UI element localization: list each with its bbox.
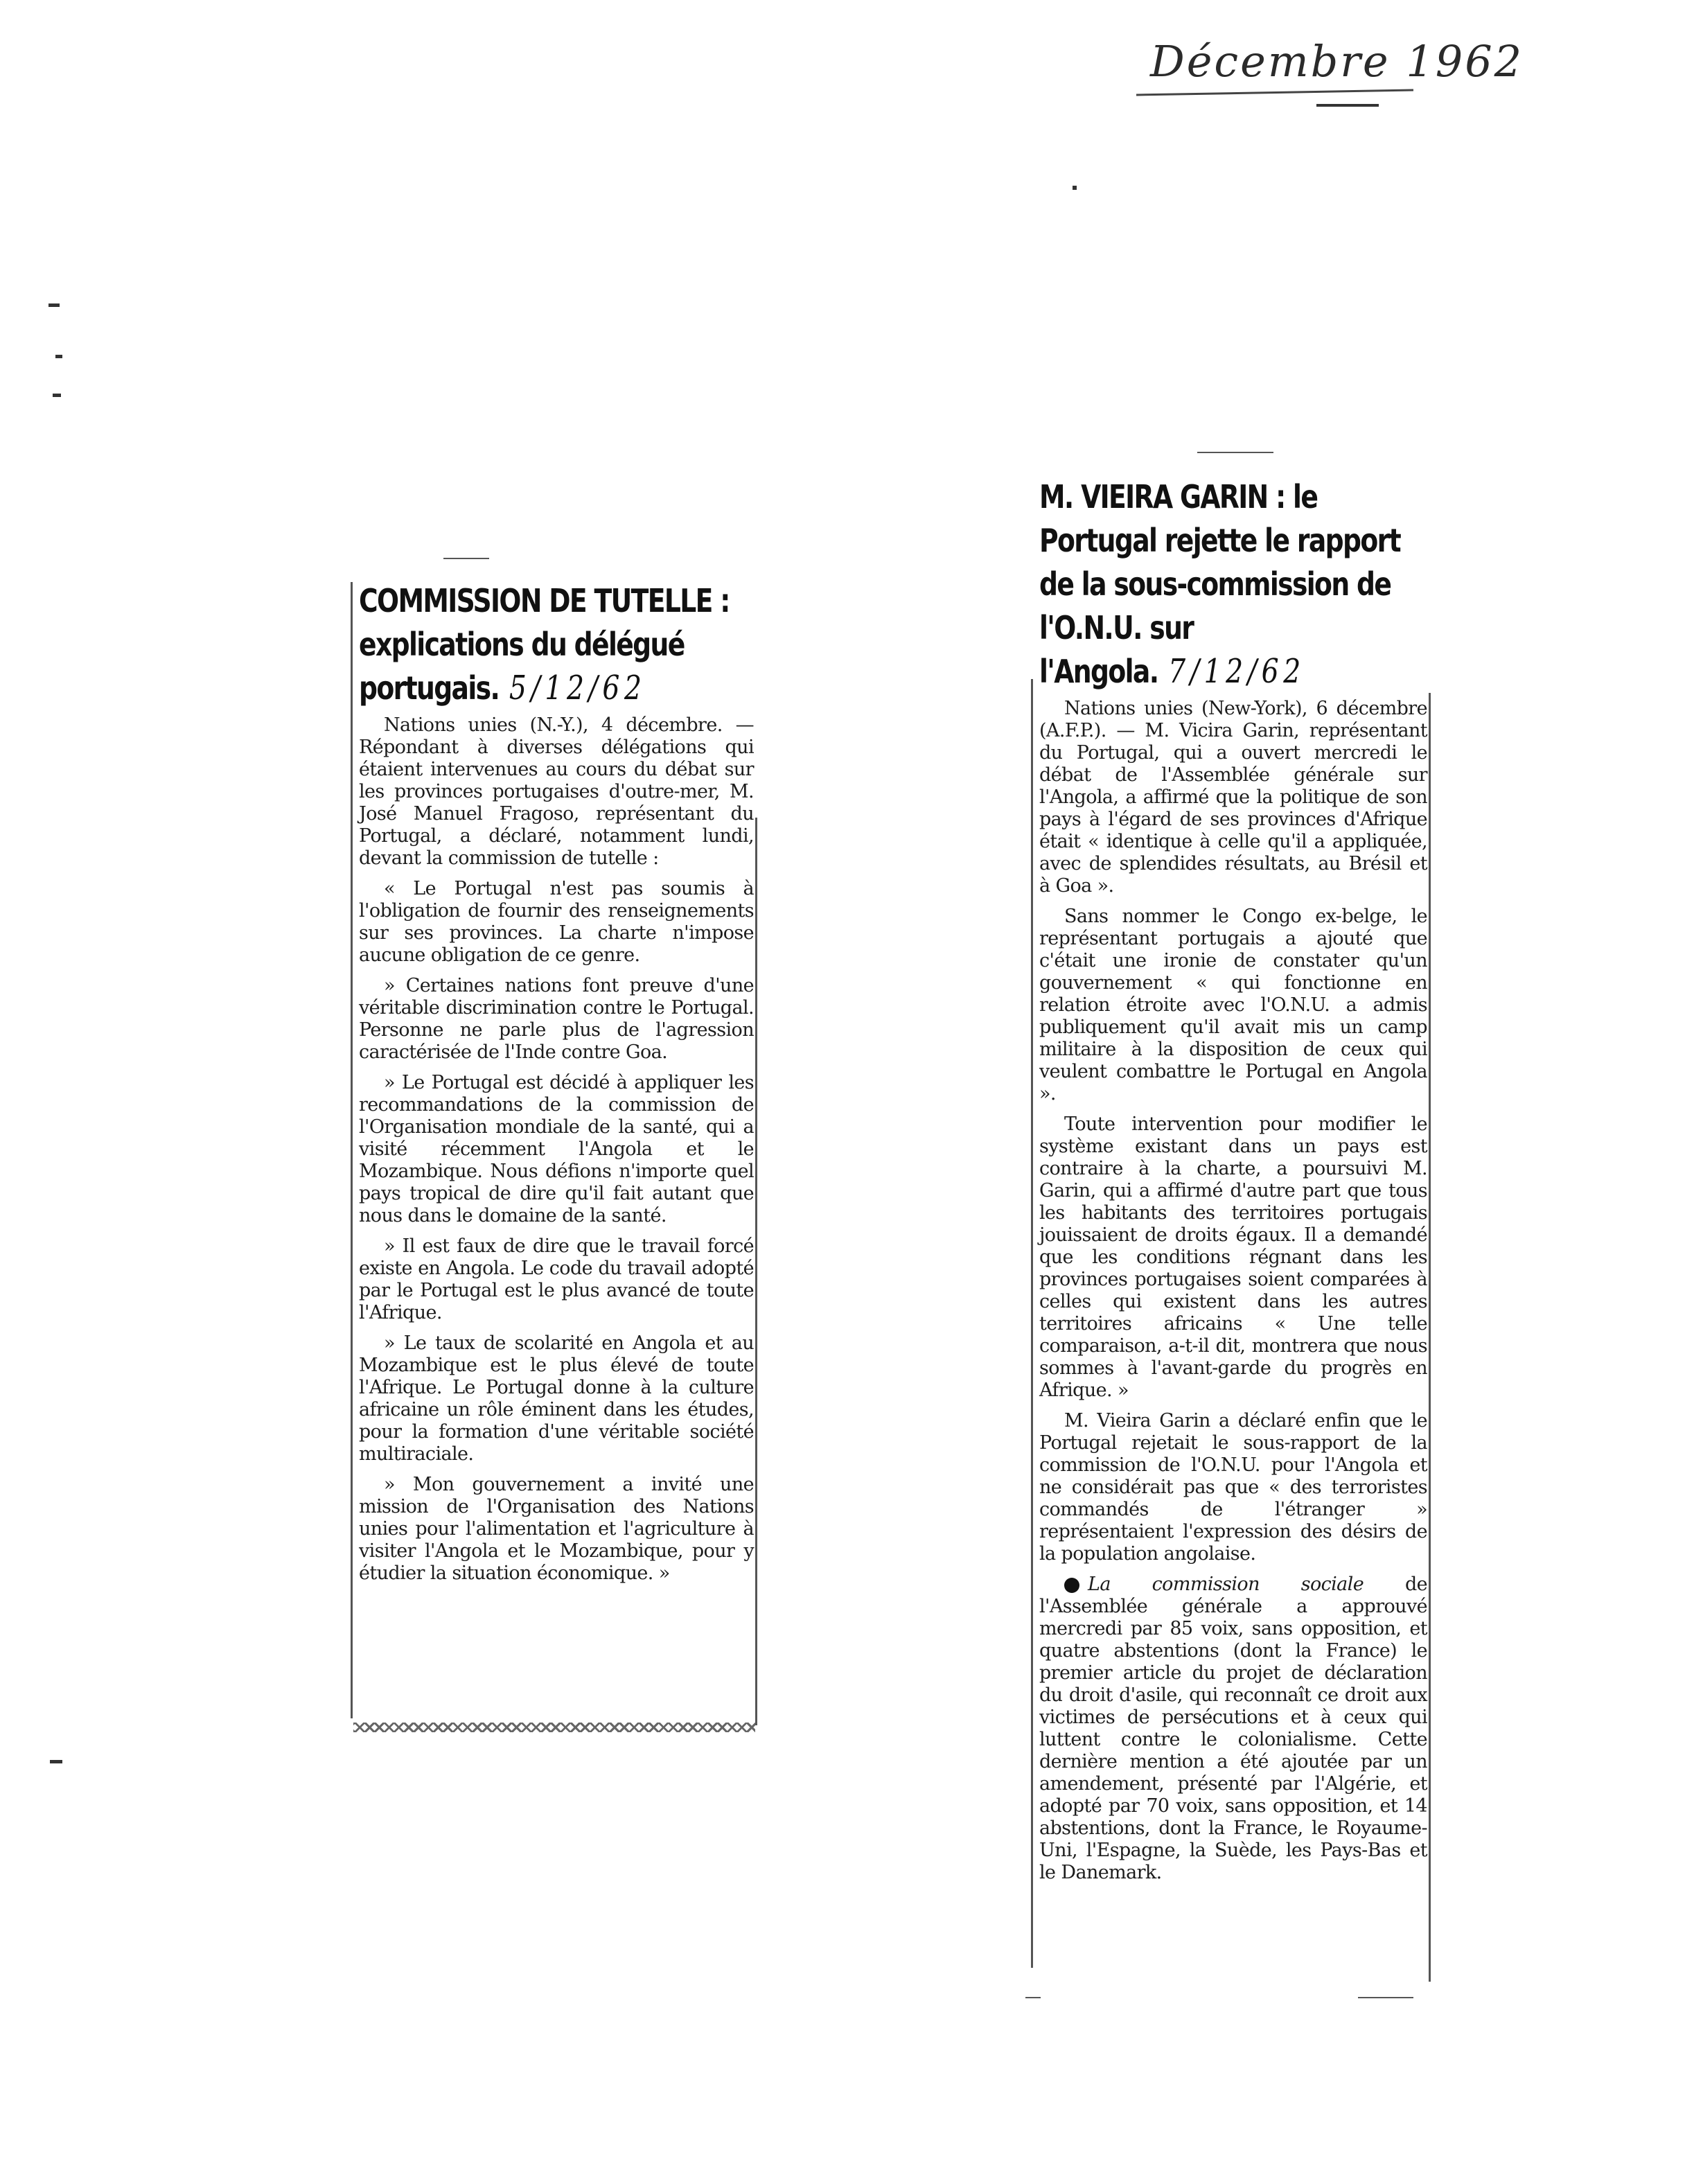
handwritten-date-note: Décembre 1962 xyxy=(1150,36,1524,87)
bullet-icon xyxy=(1064,1578,1079,1593)
right-article-body xyxy=(1039,698,1427,1884)
paragraph: « Le Portugal n'est pas soumis à l'obligation de fournir des renseignements sur ses provinces. La charte n'impose aucune obligation de ce genre. xyxy=(359,878,754,966)
clip-bottom-rule xyxy=(1025,1997,1041,1998)
clip-left-rule xyxy=(351,582,353,1718)
right-article xyxy=(1039,475,1427,1892)
paragraph: Sans nommer le Congo ex-belge, le représentant portugais a ajouté que c'était une ironie de constater qu'un gouvernement « qui fonctionne en relation étroite avec l'O.N.U. a admis publiquement qu'il avait mis un camp militaire à la disposition de ceux qui veulent combattre le Portugal en Angola ». xyxy=(1039,906,1427,1104)
paragraph: » Certaines nations font preuve d'une véritable discrimination contre le Portugal. Personne ne parle plus de l'agression caractérisée de l'Inde contre Goa. xyxy=(359,975,754,1063)
margin-mark xyxy=(48,303,60,307)
margin-mark xyxy=(53,394,61,397)
left-headline-text: COMMISSION DE TUTELLE : explications du délégué portugais. xyxy=(359,582,730,707)
paragraph: » Mon gouvernement a invité une mission de l'Organisation des Nations unies pour l'alimentation et l'agriculture à visiter l'Angola et le Mozambique, pour y étudier la situation économique. » xyxy=(359,1474,754,1584)
clip-right-rule xyxy=(1429,693,1431,1982)
paragraph: Nations unies (N.-Y.), 4 décembre. — Répondant à diverses délégations qui étaient intervenues au cours du débat sur les provinces portugaises d'outre-mer, M. José Manuel Fragoso, représentant du Portugal, a déclaré, notamment lundi, devant la commission de tutelle : xyxy=(359,714,754,869)
left-article xyxy=(359,579,754,1593)
left-article-headline xyxy=(359,579,751,710)
left-handwritten-date: 5/12/62 xyxy=(509,669,646,707)
clip-top-rule xyxy=(1197,452,1273,453)
paragraph: Nations unies (New-York), 6 décembre (A.F.P.). — M. Vicira Garin, représentant du Portugal, qui a ouvert mercredi le débat de l'Assemblée générale sur l'Angola, a affirmé que la politique de son pays à l'égard de ses provinces d'Afrique était « identique à celle qu'il a appliquée, avec de splendides résultats, au Brésil et à Goa ». xyxy=(1039,698,1427,897)
paragraph: Toute intervention pour modifier le système existant dans un pays est contraire à la charte, a poursuivi M. Garin, qui a affirmé d'autre part que tous les habitants des territoires portugais jouissaient de droits égaux. Il a demandé que les conditions régnant dans les provinces portugaises soient comparées à celles qui existent dans les autres territoires africains « Une telle comparaison, a-t-il dit, montrera que nous sommes à l'avant-garde du progrès en Afrique. » xyxy=(1039,1113,1427,1401)
paragraph: » Il est faux de dire que le travail forcé existe en Angola. Le code du travail adopté par le Portugal est le plus avancé de toute l'Afrique. xyxy=(359,1235,754,1323)
social-commission-paragraph xyxy=(1039,1574,1427,1884)
social-commission-lead: La commission sociale xyxy=(1088,1574,1364,1595)
handwritten-underline xyxy=(1136,89,1413,96)
clip-right-rule xyxy=(755,818,757,1725)
margin-mark xyxy=(55,355,62,358)
handwritten-underline-short xyxy=(1316,104,1379,107)
right-article-headline xyxy=(1039,475,1431,694)
clip-top-rule xyxy=(443,558,489,559)
margin-mark xyxy=(1073,186,1077,190)
clip-bottom-rule xyxy=(1358,1997,1413,1998)
clip-bottom-wavy-rule xyxy=(353,1723,755,1732)
paragraph: » Le Portugal est décidé à appliquer les recommandations de la commission de l'Organisation mondiale de la santé, qui a visité récemment l'Angola et le Mozambique. Nous défions n'importe quel pays tropical de dire qu'il fait autant que nous dans le domaine de la santé. xyxy=(359,1072,754,1226)
left-article-body xyxy=(359,714,754,1585)
margin-mark xyxy=(50,1760,62,1763)
clip-left-rule xyxy=(1031,679,1033,1968)
paragraph: M. Vieira Garin a déclaré enfin que le Portugal rejetait le sous-rapport de la commission de l'O.N.U. pour l'Angola et ne considérait pas que « des terroristes commandés de l'étranger » représentaient l'expression des désirs de la population angolaise. xyxy=(1039,1410,1427,1565)
social-commission-text: de l'Assemblée générale a approuvé mercredi par 85 voix, sans opposition, et quatre abstentions (dont la France) le premier article du projet de déclaration du droit d'asile, qui reconnaît ce droit aux victimes de persécutions et à ceux qui luttent contre le colonialisme. Cette dernière mention a été ajoutée par un amendement, présenté par l'Algérie, et adopté par 70 voix, sans opposition, et 14 abstentions, dont la France, le Royaume-Uni, l'Espagne, la Suède, les Pays-Bas et le Danemark. xyxy=(1039,1574,1427,1883)
paragraph: » Le taux de scolarité en Angola et au Mozambique est le plus élevé de toute l'Afrique. Le Portugal donne à la culture africaine un rôle éminent dans les études, pour la formation d'une véritable société multiraciale. xyxy=(359,1332,754,1465)
right-handwritten-date: 7/12/62 xyxy=(1168,652,1305,691)
right-headline-text: M. VIEIRA GARIN : le Portugal rejette le rapport de la sous-commission de l'O.N.U. sur l'Angola. xyxy=(1039,478,1401,690)
